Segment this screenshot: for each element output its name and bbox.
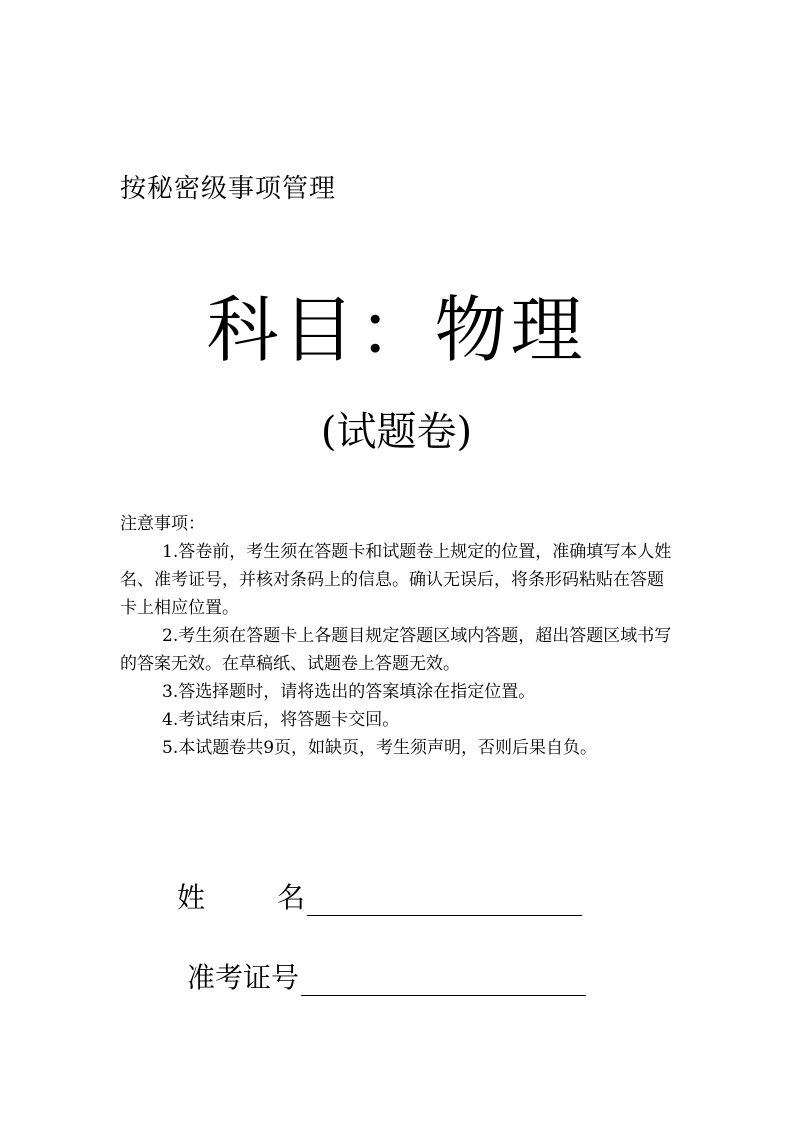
exam-id-blank-line[interactable] [301,965,586,996]
notice-item-5: 5.本试题卷共9页，如缺页，考生须声明，否则后果自负。 [162,738,598,758]
notice-item-2: 2.考生须在答题卡上各题目规定答题区域内答题，超出答题区域书写的答案无效。在草稿纸、试题卷上答题无效。 [120,626,672,674]
exam-id-field [187,956,586,996]
notice-item-4: 4.考试结束后，将答题卡交回。 [162,710,400,730]
exam-id-label: 准考证号 [187,961,300,994]
name-blank-line[interactable] [307,885,582,916]
name-label-second: 名 [277,881,306,914]
notice-section [120,510,680,762]
subject-title: 科目：物理 [206,288,587,372]
paper-type: (试题卷) [320,409,473,455]
name-label-first: 姓 [177,881,206,914]
notice-heading: 注意事项： [120,514,205,534]
notice-item-1: 1.答卷前，考生须在答题卡和试题卷上规定的位置，准确填写本人姓名、准考证号，并核对条码上的信息。确认无误后，将条形码粘贴在答题卡上相应位置。 [120,542,672,618]
classification-label: 按秘密级事项管理 [120,174,337,204]
name-field [177,876,582,916]
notice-item-3: 3.答选择题时，请将选出的答案填涂在指定位置。 [162,682,536,702]
